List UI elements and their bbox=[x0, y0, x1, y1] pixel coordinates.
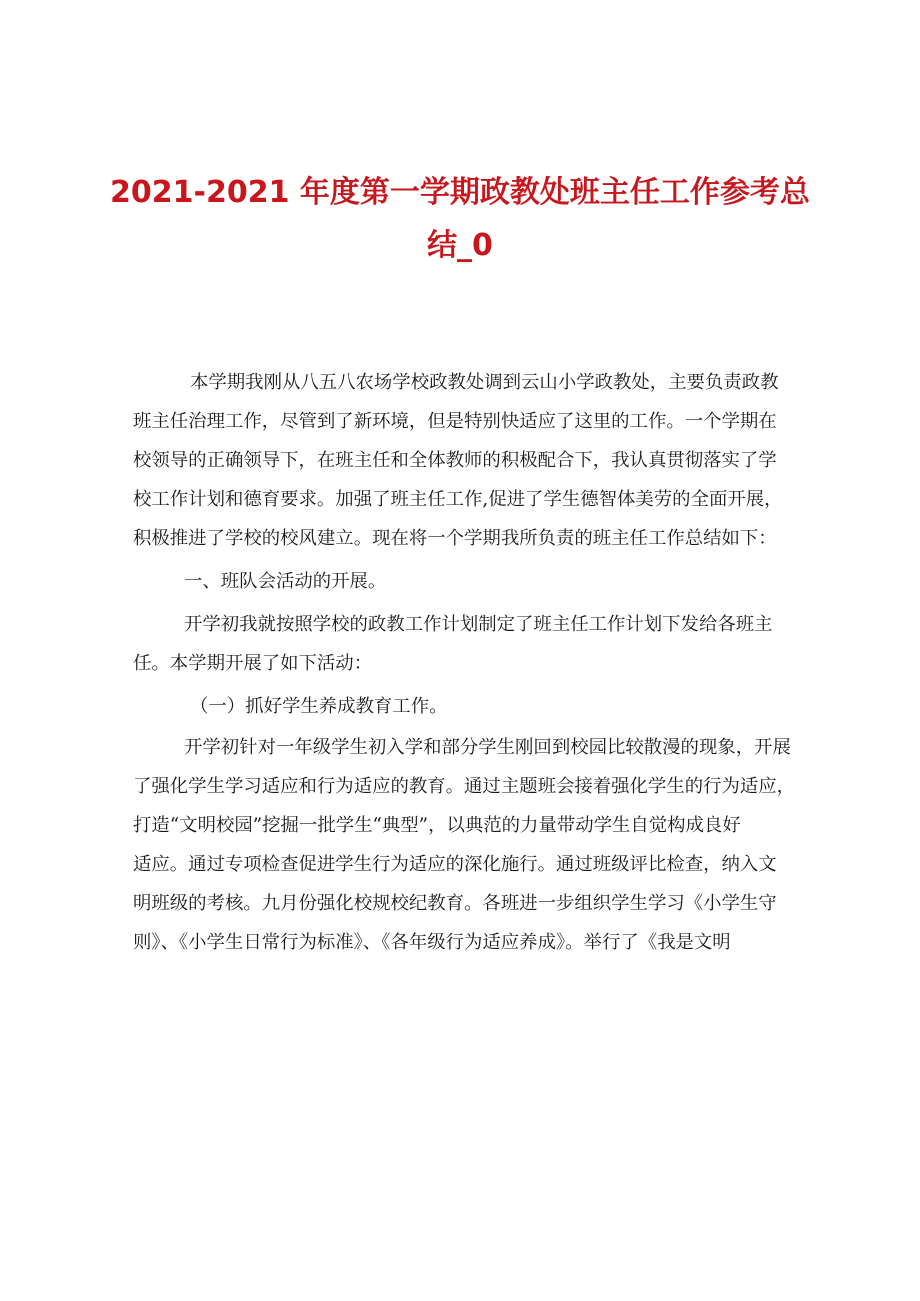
document-title bbox=[110, 166, 810, 272]
text-line: 积极推进了学校的校风建立。现在将一个学期我所负责的班主任工作总结如下： bbox=[133, 528, 777, 549]
text-line: 开学初针对一年级学生初入学和部分学生刚回到校园比较散漫的现象，开展 bbox=[184, 737, 791, 758]
text-line: 校领导的正确领导下，在班主任和全体教师的积极配合下，我认真贯彻落实了学 bbox=[133, 450, 777, 471]
text-line: 开学初我就按照学校的政教工作计划制定了班主任工作计划下发给各班主 bbox=[184, 614, 773, 635]
section-heading bbox=[133, 562, 795, 601]
title-line-1: 2021-2021 年度第一学期政教处班主任工作参考总 bbox=[110, 175, 810, 210]
text-line: 适应。通过专项检查促进学生行为适应的深化施行。通过班级评比检查，纳入文 bbox=[133, 854, 777, 875]
text-line: 校工作计划和德育要求。加强了班主任工作,促进了学生德智体美劳的全面开展， bbox=[133, 489, 783, 510]
text-line: 任。本学期开展了如下活动： bbox=[133, 653, 373, 674]
text-line: 明班级的考核。九月份强化校规校纪教育。各班进一步组织学生学习《小学生守 bbox=[133, 893, 777, 914]
text-line: 则》、《小学生日常行为标准》、《各年级行为适应养成》。举行了《我是文明 bbox=[133, 932, 731, 953]
text-line: 本学期我刚从八五八农场学校政教处调到云山小学政教处，主要负责政教 bbox=[190, 372, 779, 393]
text-line: （一）抓好学生养成教育工作。 bbox=[190, 696, 448, 717]
title-line-2: 结_0 bbox=[427, 228, 493, 263]
text-line: 打造“文明校园”挖掘一批学生“典型”，以典范的力量带动学生自觉构成良好 bbox=[133, 815, 741, 836]
text-line: 班主任治理工作，尽管到了新环境，但是特别快适应了这里的工作。一个学期在 bbox=[133, 411, 777, 432]
text-line: 一、班队会活动的开展。 bbox=[184, 571, 387, 592]
document-body bbox=[133, 363, 795, 962]
text-line: 了强化学生学习适应和行为适应的教育。通过主题班会接着强化学生的行为适应， bbox=[133, 776, 795, 797]
paragraph-intro bbox=[133, 363, 795, 558]
paragraph-habits bbox=[133, 728, 795, 962]
subsection-heading bbox=[133, 687, 795, 726]
paragraph-plan bbox=[133, 605, 795, 683]
